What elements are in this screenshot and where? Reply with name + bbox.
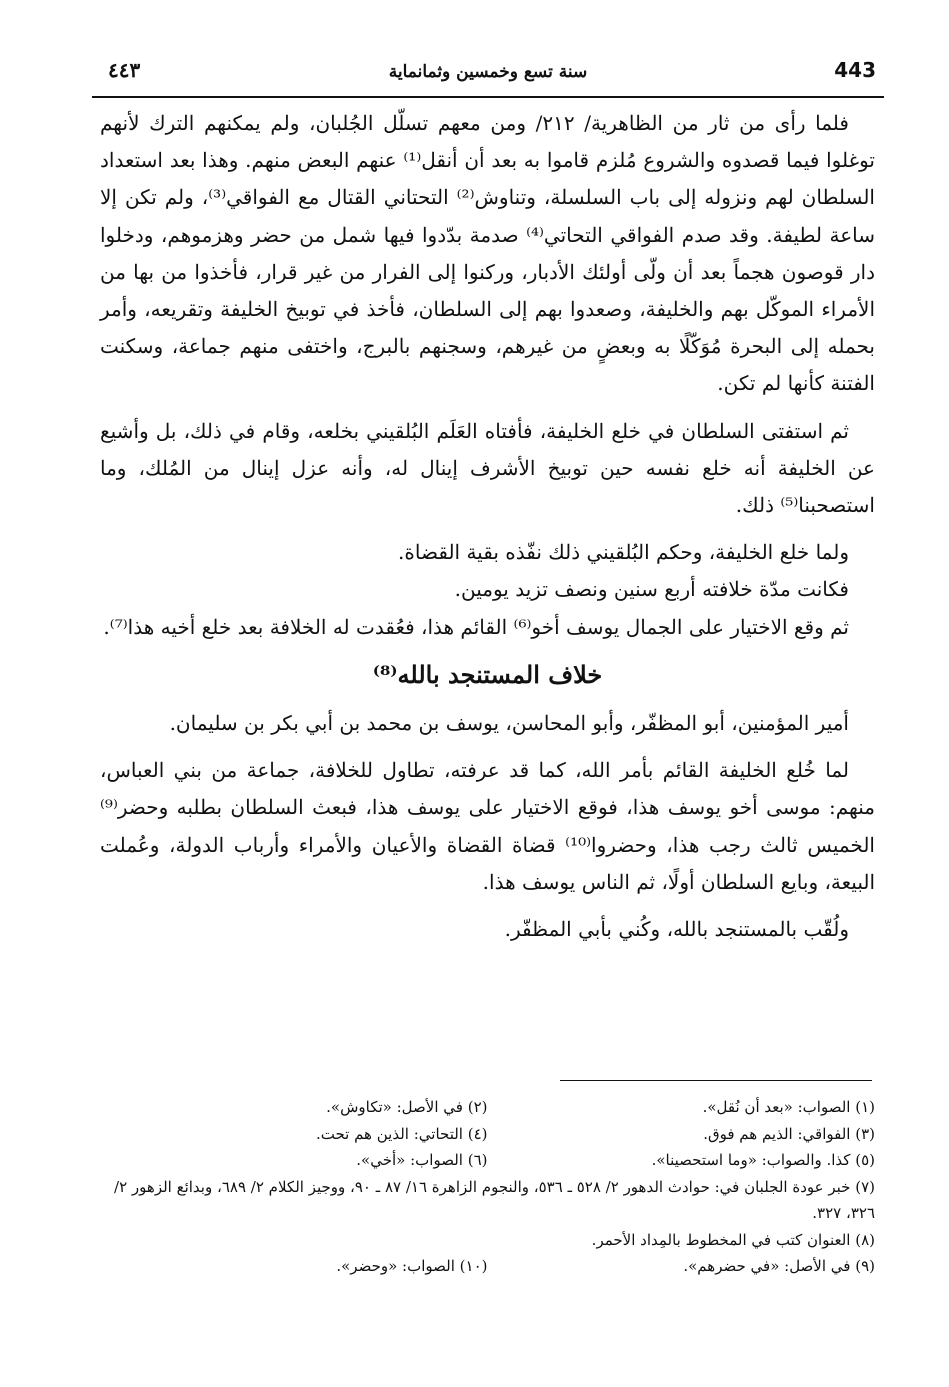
main-text	[100, 105, 875, 958]
footnote: (٩) في الأصل: «في حضرهم».	[683, 1257, 875, 1275]
paragraph: فلما رأى من ثار من الظاهرية/ ٢١٢/ ومن معهم تسلّل الجُلبان، ولم يمكنهم الترك لأنهم توغلوا فيما قصدوه والشروع مُلزم قاموا به بعد أن أنقل⁽¹⁾ عنهم البعض منهم. وهذا بعد استعداد السلطان لهم ونزوله إلى باب السلسلة، وتناوش⁽²⁾ التحتاني القتال مع الفواقي⁽³⁾، ولم تكن إلا ساعة لطيفة. وقد صدم الفواقي التحاتي⁽⁴⁾ صدمة بدّدوا فيها شمل من حضر وهزموهم، ودخلوا دار قوصون هجماً بعد أن ولّى أولئك الأدبار، وركنوا إلى الفرار من غير قرار، فأخذوا من بها من الأمراء الموكّل بهم والخليفة، وصعدوا بهم إلى السلطان، فأخذ في توبيخ الخليفة وتقريعه، وأمر بحمله إلى البحرة مُوَكّلًا به وبعضٍ من غيرهم، وسجنهم بالبرج، واختفى منهم جماعة، وسكنت الفتنة كأنها لم تكن.	[100, 111, 875, 396]
footnote: (١٠) الصواب: «وحضر».	[336, 1257, 488, 1275]
footnote: (٦) الصواب: «أخي».	[356, 1151, 488, 1169]
paragraph: فكانت مدّة خلافته أربع سنين ونصف تزيد يومين.	[454, 577, 849, 602]
footnote: (١) الصواب: «بعد أن نُقل».	[702, 1098, 875, 1116]
paragraph: ثم استفتى السلطان في خلع الخليفة، فأفتاه العَلَم البُلقيني بخلعه، وقام في ذلك، بل وأشيع عن الخليفة أنه خلع نفسه حين توبيخ الأشرف إينال له، وأنه عزل إينال من المُلك، وما استصحبنا⁽⁵⁾ ذلك.	[100, 418, 875, 518]
paragraph: ثم وقع الاختيار على الجمال يوسف أخو⁽⁶⁾ القائم هذا، فعُقدت له الخلافة بعد خلع أخيه هذا⁽⁷⁾.	[103, 614, 849, 639]
paragraph: أمير المؤمنين، أبو المظفّر، وأبو المحاسن، يوسف بن محمد بن أبي بكر بن سليمان.	[169, 711, 849, 736]
section-title: خلاف المستنجد بالله⁽⁸⁾	[372, 659, 603, 689]
paragraph: لما خُلع الخليفة القائم بأمر الله، كما قد عرفته، تطاول للخلافة، جماعة من بني العباس، منهم: موسى أخو يوسف هذا، فوقع الاختيار على يوسف هذا، فبعث السلطان بطلبه وحضر⁽⁹⁾ الخميس ثالث رجب هذا، وحضروا⁽¹⁰⁾ قضاة القضاة والأعيان والأمراء وأرباب الدولة، وعُملت البيعة، وبايع السلطان أولًا، ثم الناس يوسف هذا.	[100, 758, 875, 894]
footnote: (٥) كذا. والصواب: «وما استحصينا».	[651, 1151, 875, 1169]
footnote: (٧) خبر عودة الجلبان في: حوادث الدهور ٢/ ٥٢٨ ـ ٥٣٦، والنجوم الزاهرة ١٦/ ٨٧ ـ ٩٠، ووجيز الكلام ٢/ ٦٨٩، وبدائع الزهور ٢/ ٣٢٦، ٣٢٧.	[114, 1177, 875, 1222]
paragraph: ولُقّب بالمستنجد بالله، وكُني بأبي المظفّر.	[504, 917, 849, 942]
footnote: (٢) في الأصل: «تكاوش».	[326, 1098, 488, 1116]
paragraph: ولما خلع الخليفة، وحكم البُلقيني ذلك نفّذه بقية القضاة.	[398, 540, 849, 565]
page-number-latin: 443	[834, 58, 876, 82]
footnote: (٨) العنوان كتب في المخطوط بالمِداد الأحمر.	[591, 1230, 875, 1249]
page-header	[92, 56, 884, 98]
footnotes	[100, 1094, 875, 1280]
footnote: (٣) الفواقي: الذيم هم فوق.	[703, 1124, 875, 1143]
footnote: (٤) التحاتي: الذين هم تحت.	[315, 1124, 488, 1143]
footnote-separator	[560, 1080, 872, 1081]
page-number-arabic: ٤٤٣	[108, 58, 141, 82]
running-title: سنة تسع وخمسين وثمانماية	[388, 62, 588, 82]
